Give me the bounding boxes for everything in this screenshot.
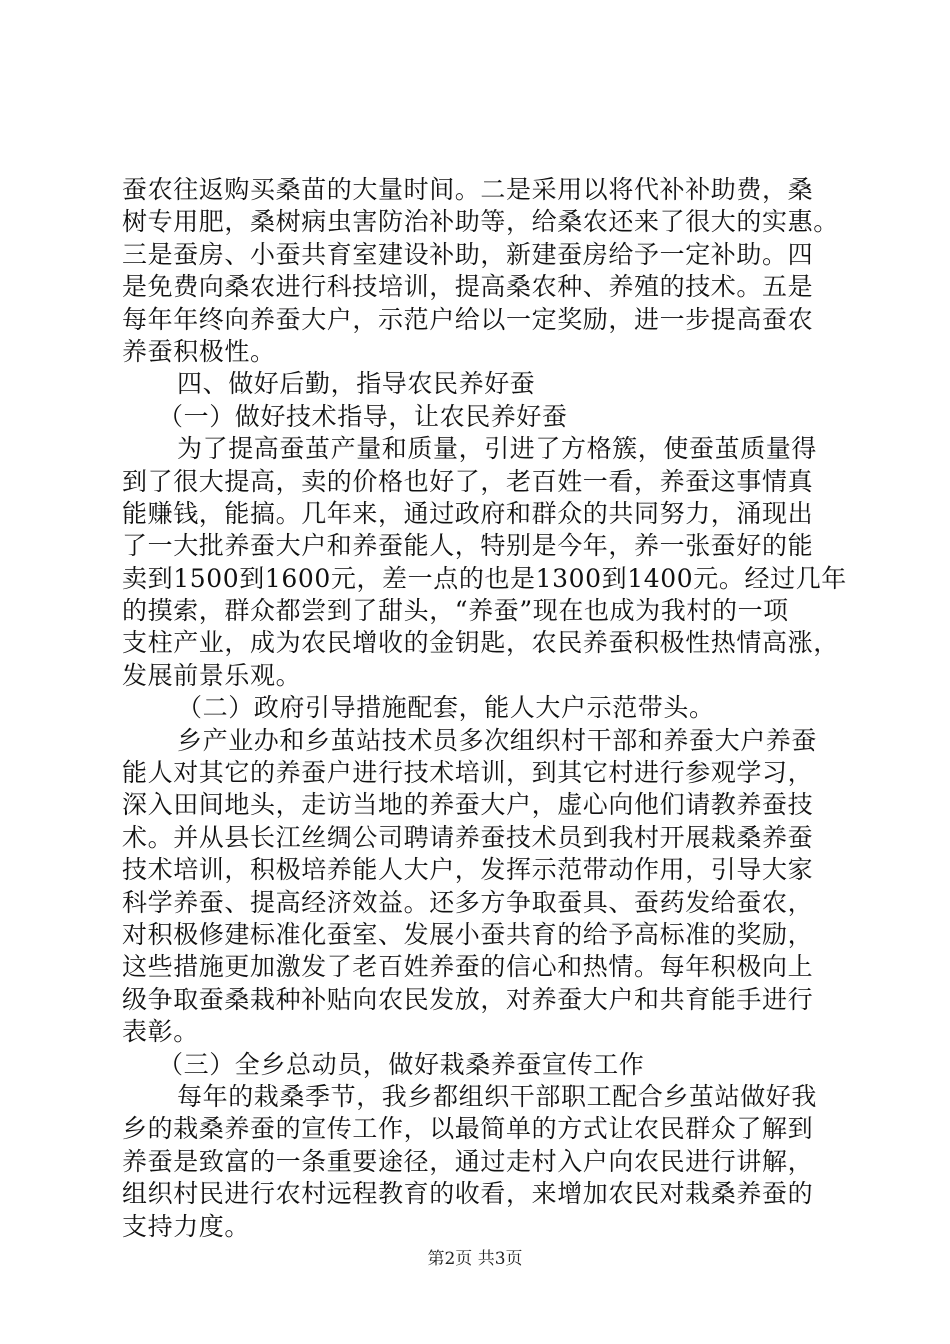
section-heading: 四、做好后勤，指导农民养好蚕	[177, 369, 536, 399]
text-line: 深入田间地头，走访当地的养蚕大户，虚心向他们请教养蚕技	[122, 790, 814, 820]
subsection-heading: （一）做好技术指导，让农民养好蚕	[158, 401, 568, 431]
text-line: 技术培训，积极培养能人大户，发挥示范带动作用，引导大家	[122, 855, 814, 885]
text-line: 发展前景乐观。	[122, 660, 302, 690]
text-line: 科学养蚕、提高经济效益。还多方争取蚕具、蚕药发给蚕农，	[122, 887, 814, 917]
text-line: 了一大批养蚕大户和养蚕能人，特别是今年，养一张蚕好的能	[122, 531, 814, 561]
text-line: 每年年终向养蚕大户，示范户给以一定奖励，进一步提高蚕农	[122, 304, 814, 334]
text-line: 组织村民进行农村远程教育的收看，来增加农民对栽桑养蚕的	[122, 1179, 814, 1209]
text-line: 养蚕是致富的一条重要途径，通过走村入户向农民进行讲解，	[122, 1146, 814, 1176]
text-line: 三是蚕房、小蚕共育室建设补助，新建蚕房给予一定补助。四	[122, 239, 814, 269]
text-line: 乡产业办和乡茧站技术员多次组织村干部和养蚕大户养蚕	[177, 725, 818, 755]
text-line: 树专用肥，桑树病虫害防治补助等，给桑农还来了很大的实惠。	[122, 207, 839, 237]
text-line: 卖到1500到1600元，差一点的也是1300到1400元。经过几年	[122, 563, 847, 593]
text-line: 为了提高蚕茧产量和质量，引进了方格簇，使蚕茧质量得	[177, 434, 818, 464]
text-line: 表彰。	[122, 1017, 199, 1047]
text-line: 养蚕积极性。	[122, 336, 276, 366]
text-line: 对积极修建标准化蚕室、发展小蚕共育的给予高标准的奖励，	[122, 919, 814, 949]
text-line: 蚕农往返购买桑苗的大量时间。二是采用以将代补补助费，桑	[122, 175, 814, 204]
subsection-heading: （三）全乡总动员，做好栽桑养蚕宣传工作	[158, 1049, 645, 1079]
text-line: 乡的栽桑养蚕的宣传工作，以最简单的方式让农民群众了解到	[122, 1114, 814, 1144]
text-line: 支柱产业，成为农民增收的金钥匙，农民养蚕积极性热情高涨，	[122, 628, 839, 658]
text-line: 这些措施更加激发了老百姓养蚕的信心和热情。每年积极向上	[122, 952, 814, 982]
document-body	[122, 174, 847, 1243]
text-line: 能赚钱，能搞。几年来，通过政府和群众的共同努力，涌现出	[122, 498, 814, 528]
text-line: 术。并从县长江丝绸公司聘请养蚕技术员到我村开展栽桑养蚕	[122, 822, 814, 852]
text-line: 级争取蚕桑栽种补贴向农民发放，对养蚕大户和共育能手进行	[122, 984, 814, 1014]
text-line: 到了很大提高，卖的价格也好了，老百姓一看，养蚕这事情真	[122, 466, 814, 496]
text-line: 支持力度。	[122, 1211, 251, 1241]
page-footer: 第2页 共3页	[427, 1249, 523, 1269]
text-line: 能人对其它的养蚕户进行技术培训，到其它村进行参观学习，	[122, 758, 814, 788]
text-line: 是免费向桑农进行科技培训，提高桑农种、养殖的技术。五是	[122, 272, 814, 302]
text-line: 每年的栽桑季节，我乡都组织干部职工配合乡茧站做好我	[177, 1081, 818, 1111]
subsection-heading: （二）政府引导措施配套，能人大户示范带头。	[177, 693, 715, 723]
text-line: 的摸索，群众都尝到了甜头，“养蚕”现在也成为我村的一项	[122, 596, 789, 626]
